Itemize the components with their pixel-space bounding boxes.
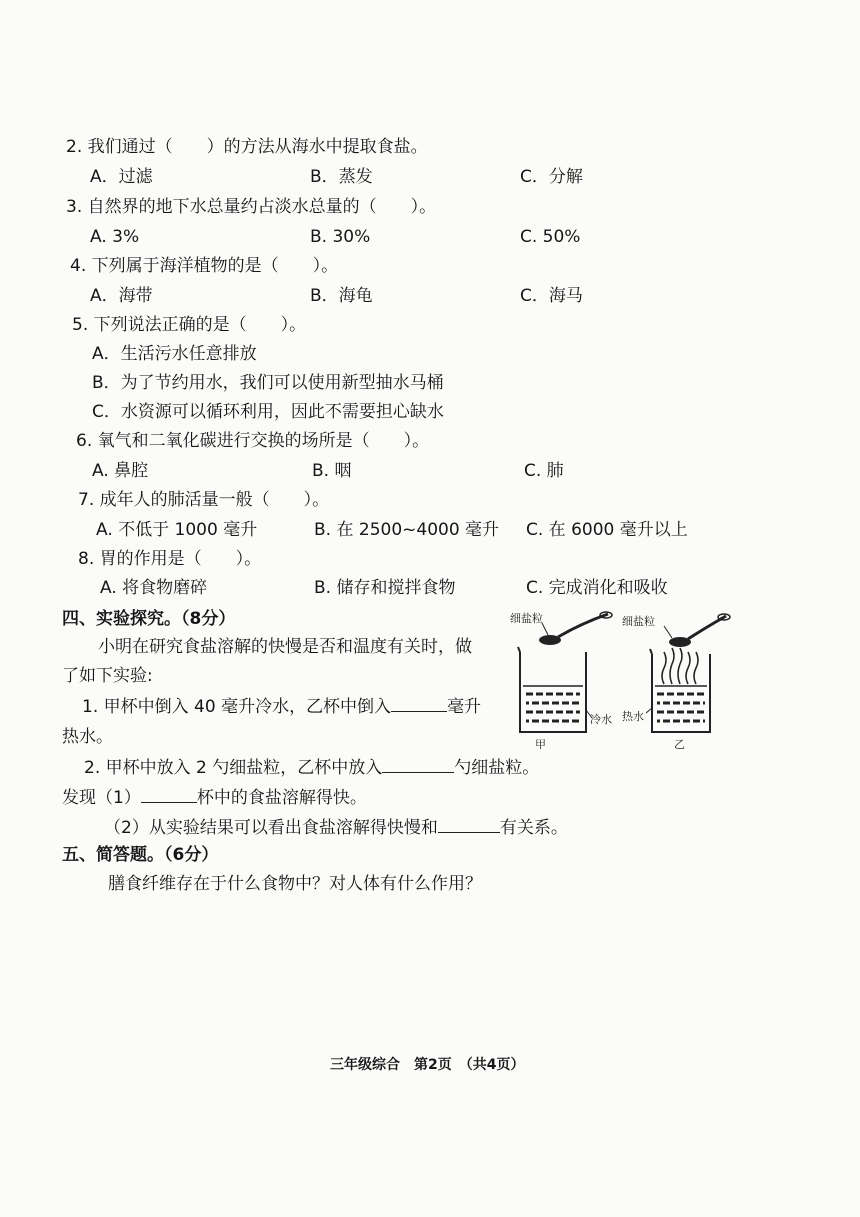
question-8-stem: 8. 胃的作用是（ ）。 — [78, 549, 262, 569]
step2-blank[interactable] — [382, 756, 454, 773]
steam-icon — [662, 648, 698, 684]
spoon-b-icon — [669, 614, 730, 647]
figure-salt-label-right: 细盐粒 — [622, 615, 655, 628]
spoon-a-icon — [539, 612, 612, 645]
section-5-title: 五、简答题。（6分） — [62, 845, 219, 865]
question-3-stem: 3. 自然界的地下水总量约占淡水总量的（ ）。 — [66, 197, 437, 217]
finding2-blank[interactable] — [438, 816, 500, 833]
step2-text-b: 勺细盐粒。 — [454, 758, 540, 778]
question-2-stem: 2. 我们通过（ ）的方法从海水中提取食盐。 — [66, 137, 428, 157]
figure-cup-a-label: 甲 — [535, 738, 546, 750]
question-6-stem: 6. 氧气和二氧化碳进行交换的场所是（ ）。 — [76, 431, 430, 451]
question-8-option-b: B. 储存和搅拌食物 — [314, 578, 456, 598]
question-4-option-b: B．海龟 — [310, 286, 373, 306]
question-8-option-c: C. 完成消化和吸收 — [526, 578, 668, 598]
question-6-option-c: C. 肺 — [524, 461, 564, 481]
question-2-option-b: B．蒸发 — [310, 167, 373, 187]
section-4-intro-line1: 小明在研究食盐溶解的快慢是否和温度有关时，做 — [98, 637, 472, 657]
question-2-option-a: A．过滤 — [90, 167, 153, 187]
section-4-title: 四、实验探究。（8分） — [62, 609, 236, 629]
question-4-option-c: C．海马 — [520, 286, 583, 306]
question-5-option-c: C．水资源可以循环利用，因此不需要担心缺水 — [92, 402, 444, 422]
section-4-step2 — [84, 756, 539, 779]
question-5-option-a: A．生活污水任意排放 — [92, 344, 257, 364]
figure-cup-b-label: 乙 — [674, 738, 685, 750]
question-7-stem: 7. 成年人的肺活量一般（ ）。 — [78, 490, 330, 510]
step1-text-a: 1. 甲杯中倒入 40 毫升冷水，乙杯中倒入 — [82, 697, 392, 717]
cup-b-beaker — [650, 649, 710, 732]
finding2-text-b: 有关系。 — [499, 818, 568, 838]
question-4-stem: 4. 下列属于海洋植物的是（ ）。 — [70, 256, 339, 276]
question-6-option-b: B. 咽 — [312, 461, 352, 481]
figure-salt-label-left: 细盐粒 — [510, 612, 543, 625]
page-footer: 三年级综合 第2页 （共4页） — [330, 1057, 525, 1073]
figure-hot-water-label: 热水 — [622, 710, 644, 723]
question-7-option-b: B. 在 2500~4000 毫升 — [314, 520, 500, 540]
section-4-finding-2 — [104, 816, 568, 839]
question-5-option-b: B．为了节约用水，我们可以使用新型抽水马桶 — [92, 373, 444, 393]
step1-text-b: 毫升 — [447, 697, 482, 717]
figure-cold-water-label: 冷水 — [590, 713, 612, 726]
finding2-text-a: （2）从实验结果可以看出食盐溶解得快慢和 — [104, 818, 438, 838]
step2-text-a: 2. 甲杯中放入 2 勺细盐粒，乙杯中放入 — [84, 758, 383, 778]
section-4-finding-1 — [62, 786, 367, 809]
question-2-option-c: C．分解 — [520, 167, 583, 187]
finding1-text-a: 发现（1） — [62, 788, 141, 808]
section-4-step1-cont: 热水。 — [62, 727, 113, 747]
question-7-option-a: A. 不低于 1000 毫升 — [96, 520, 258, 540]
question-4-option-a: A．海带 — [90, 286, 153, 306]
finding1-text-b: 杯中的食盐溶解得快。 — [196, 788, 367, 808]
question-8-option-a: A. 将食物磨碎 — [100, 578, 208, 598]
section-4-step1 — [82, 695, 481, 718]
section-4-intro-line2: 了如下实验: — [62, 666, 153, 686]
question-5-stem: 5. 下列说法正确的是（ ）。 — [72, 315, 307, 335]
cup-a-beaker — [518, 647, 586, 732]
question-6-option-a: A. 鼻腔 — [92, 461, 149, 481]
step1-blank[interactable] — [391, 695, 447, 712]
section-5-question: 膳食纤维存在于什么食物中？对人体有什么作用？ — [108, 874, 482, 894]
question-7-option-c: C. 在 6000 毫升以上 — [526, 520, 688, 540]
question-3-option-b: B. 30% — [310, 227, 371, 247]
experiment-figure — [500, 600, 736, 750]
question-3-option-c: C. 50% — [520, 227, 581, 247]
question-3-option-a: A. 3% — [90, 227, 140, 247]
finding1-blank[interactable] — [141, 786, 197, 803]
